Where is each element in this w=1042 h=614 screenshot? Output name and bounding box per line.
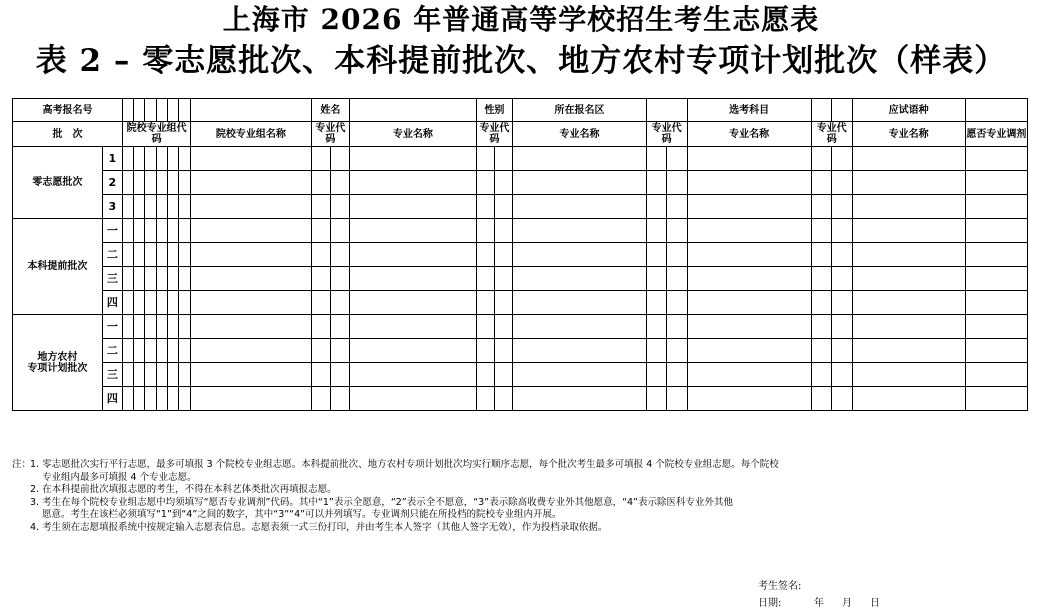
major-code-cell[interactable] bbox=[667, 267, 687, 291]
major-name-cell[interactable] bbox=[513, 363, 646, 387]
major-code-cell[interactable] bbox=[832, 219, 852, 243]
name-field[interactable] bbox=[350, 99, 476, 122]
major-name-cell[interactable] bbox=[350, 315, 476, 339]
date-line bbox=[758, 594, 880, 609]
group-code-digit[interactable] bbox=[134, 243, 145, 267]
group-code-digit[interactable] bbox=[123, 339, 134, 363]
major-code-cell[interactable] bbox=[811, 267, 831, 291]
note-item: 2. 在本科提前批次填报志愿的考生，不得在本科艺体类批次再填报志愿。 bbox=[30, 484, 337, 496]
major-name-cell[interactable] bbox=[852, 267, 965, 291]
volunteer-row bbox=[13, 243, 1028, 267]
major-code-cell[interactable] bbox=[811, 147, 831, 171]
major-code-cell[interactable] bbox=[311, 267, 330, 291]
major-code-cell[interactable] bbox=[476, 219, 494, 243]
adjust-header: 愿否专业调剂 bbox=[965, 122, 1027, 147]
major-code-cell[interactable] bbox=[330, 195, 349, 219]
note-item: 专业组内最多可填报 4 个专业志愿。 bbox=[42, 471, 197, 483]
major-name-cell[interactable] bbox=[852, 339, 965, 363]
major-name-cell[interactable] bbox=[513, 195, 646, 219]
group-code-digit[interactable] bbox=[179, 171, 191, 195]
group-code-digit[interactable] bbox=[167, 387, 178, 411]
major-code-cell[interactable] bbox=[667, 195, 687, 219]
major-code-cell[interactable] bbox=[811, 219, 831, 243]
group-code-digit[interactable] bbox=[134, 195, 145, 219]
major-code-header: 专业代码 bbox=[811, 122, 852, 147]
group-code-digit[interactable] bbox=[134, 363, 145, 387]
subject-field-1[interactable] bbox=[811, 99, 831, 122]
exam-number-digit[interactable] bbox=[156, 99, 167, 122]
major-name-cell[interactable] bbox=[852, 147, 965, 171]
district-field[interactable] bbox=[646, 99, 687, 122]
adjust-cell[interactable] bbox=[965, 315, 1027, 339]
major-code-cell[interactable] bbox=[476, 171, 494, 195]
major-name-cell[interactable] bbox=[852, 243, 965, 267]
major-code-cell[interactable] bbox=[667, 219, 687, 243]
major-name-cell[interactable] bbox=[350, 339, 476, 363]
major-name-cell[interactable] bbox=[513, 171, 646, 195]
group-code-digit[interactable] bbox=[179, 291, 191, 315]
major-name-cell[interactable] bbox=[852, 171, 965, 195]
exam-number-label: 高考报名号 bbox=[13, 99, 123, 122]
choice-index: 四 bbox=[102, 387, 122, 411]
group-code-digit[interactable] bbox=[179, 195, 191, 219]
major-name-cell[interactable] bbox=[513, 147, 646, 171]
group-code-digit[interactable] bbox=[156, 243, 167, 267]
group-code-digit[interactable] bbox=[167, 291, 178, 315]
major-code-cell[interactable] bbox=[330, 363, 349, 387]
group-code-digit[interactable] bbox=[145, 339, 156, 363]
exam-number-digit[interactable] bbox=[123, 99, 134, 122]
group-code-header: 院校专业组代码 bbox=[123, 122, 191, 147]
major-code-cell[interactable] bbox=[494, 315, 512, 339]
group-code-digit[interactable] bbox=[145, 171, 156, 195]
candidate-info-row bbox=[13, 99, 1028, 122]
major-name-cell[interactable] bbox=[687, 195, 811, 219]
group-code-digit[interactable] bbox=[123, 147, 134, 171]
notes-label: 注： bbox=[12, 459, 32, 470]
major-name-cell[interactable] bbox=[687, 171, 811, 195]
major-name-cell[interactable] bbox=[350, 291, 476, 315]
major-name-cell[interactable] bbox=[852, 219, 965, 243]
major-name-cell[interactable] bbox=[350, 387, 476, 411]
group-code-digit[interactable] bbox=[145, 387, 156, 411]
choice-index: 一 bbox=[102, 219, 122, 243]
group-code-digit[interactable] bbox=[134, 315, 145, 339]
note-item: 4. 考生须在志愿填报系统中按规定输入志愿表信息。志愿表须一式三份打印，并由考生本人签字（其他人签字无效），作为投档录取依据。 bbox=[30, 521, 608, 533]
group-code-digit[interactable] bbox=[145, 147, 156, 171]
major-code-cell[interactable] bbox=[494, 195, 512, 219]
notes-section bbox=[12, 459, 1028, 535]
district-label: 所在报名区 bbox=[513, 99, 646, 122]
major-code-cell[interactable] bbox=[811, 291, 831, 315]
group-name-cell[interactable] bbox=[191, 171, 311, 195]
exam-number-digit[interactable] bbox=[145, 99, 156, 122]
major-code-cell[interactable] bbox=[667, 387, 687, 411]
group-code-digit[interactable] bbox=[145, 267, 156, 291]
group-code-digit[interactable] bbox=[179, 315, 191, 339]
group-code-digit[interactable] bbox=[156, 267, 167, 291]
major-code-cell[interactable] bbox=[476, 243, 494, 267]
gender-label: 性别 bbox=[476, 99, 513, 122]
group-code-digit[interactable] bbox=[123, 363, 134, 387]
major-code-cell[interactable] bbox=[330, 291, 349, 315]
choice-index: 二 bbox=[102, 339, 122, 363]
group-code-digit[interactable] bbox=[156, 195, 167, 219]
note-item: 愿意。考生在该栏必须填写“1”到“4”之间的数字，其中“3”“4”可以并列填写。专业调剂只能在所投档的院校专业组内开展。 bbox=[42, 509, 562, 521]
major-code-cell[interactable] bbox=[646, 219, 666, 243]
major-code-cell[interactable] bbox=[494, 147, 512, 171]
major-name-cell[interactable] bbox=[687, 387, 811, 411]
major-code-cell[interactable] bbox=[646, 267, 666, 291]
signature-label: 考生签名: bbox=[758, 581, 802, 592]
major-code-cell[interactable] bbox=[494, 171, 512, 195]
group-code-digit[interactable] bbox=[179, 219, 191, 243]
group-code-digit[interactable] bbox=[156, 219, 167, 243]
volunteer-row bbox=[13, 195, 1028, 219]
major-code-cell[interactable] bbox=[667, 363, 687, 387]
group-code-digit[interactable] bbox=[167, 219, 178, 243]
month-label: 月 bbox=[842, 598, 852, 609]
major-code-cell[interactable] bbox=[476, 147, 494, 171]
major-code-cell[interactable] bbox=[832, 267, 852, 291]
group-code-digit[interactable] bbox=[179, 387, 191, 411]
major-code-cell[interactable] bbox=[646, 291, 666, 315]
major-code-cell[interactable] bbox=[494, 363, 512, 387]
major-name-cell[interactable] bbox=[513, 219, 646, 243]
major-name-cell[interactable] bbox=[350, 195, 476, 219]
choice-index: 1 bbox=[102, 147, 122, 171]
group-name-cell[interactable] bbox=[191, 363, 311, 387]
group-code-digit[interactable] bbox=[167, 315, 178, 339]
major-name-cell[interactable] bbox=[350, 267, 476, 291]
volunteer-row bbox=[13, 339, 1028, 363]
major-code-cell[interactable] bbox=[667, 339, 687, 363]
major-code-cell[interactable] bbox=[646, 147, 666, 171]
group-code-digit[interactable] bbox=[123, 387, 134, 411]
group-code-digit[interactable] bbox=[123, 171, 134, 195]
choice-index: 四 bbox=[102, 291, 122, 315]
group-code-digit[interactable] bbox=[145, 291, 156, 315]
group-code-digit[interactable] bbox=[156, 147, 167, 171]
major-code-cell[interactable] bbox=[811, 339, 831, 363]
major-code-cell[interactable] bbox=[311, 315, 330, 339]
major-code-cell[interactable] bbox=[494, 339, 512, 363]
group-name-cell[interactable] bbox=[191, 315, 311, 339]
group-code-digit[interactable] bbox=[134, 171, 145, 195]
major-code-cell[interactable] bbox=[476, 339, 494, 363]
major-code-cell[interactable] bbox=[476, 195, 494, 219]
group-name-cell[interactable] bbox=[191, 195, 311, 219]
group-code-digit[interactable] bbox=[179, 363, 191, 387]
major-name-cell[interactable] bbox=[852, 195, 965, 219]
group-code-digit[interactable] bbox=[134, 147, 145, 171]
major-code-cell[interactable] bbox=[811, 171, 831, 195]
column-header-row bbox=[13, 122, 1028, 147]
major-code-cell[interactable] bbox=[330, 315, 349, 339]
group-code-digit[interactable] bbox=[123, 315, 134, 339]
choice-index: 三 bbox=[102, 363, 122, 387]
major-code-cell[interactable] bbox=[494, 243, 512, 267]
major-code-cell[interactable] bbox=[832, 339, 852, 363]
choice-index: 3 bbox=[102, 195, 122, 219]
name-label: 姓名 bbox=[311, 99, 350, 122]
major-name-cell[interactable] bbox=[513, 243, 646, 267]
group-code-digit[interactable] bbox=[134, 339, 145, 363]
major-name-cell[interactable] bbox=[687, 267, 811, 291]
group-code-digit[interactable] bbox=[134, 219, 145, 243]
batch-header: 批 次 bbox=[13, 122, 123, 147]
major-code-cell[interactable] bbox=[330, 171, 349, 195]
major-name-cell[interactable] bbox=[687, 243, 811, 267]
major-code-cell[interactable] bbox=[330, 267, 349, 291]
major-name-cell[interactable] bbox=[687, 315, 811, 339]
group-code-digit[interactable] bbox=[123, 243, 134, 267]
subject-field-2[interactable] bbox=[832, 99, 852, 122]
major-name-header: 专业名称 bbox=[513, 122, 646, 147]
major-code-cell[interactable] bbox=[330, 147, 349, 171]
adjust-cell[interactable] bbox=[965, 147, 1027, 171]
major-code-cell[interactable] bbox=[311, 171, 330, 195]
major-code-cell[interactable] bbox=[667, 315, 687, 339]
adjust-cell[interactable] bbox=[965, 243, 1027, 267]
major-code-cell[interactable] bbox=[646, 363, 666, 387]
major-code-cell[interactable] bbox=[646, 195, 666, 219]
group-code-digit[interactable] bbox=[123, 291, 134, 315]
group-name-cell[interactable] bbox=[191, 387, 311, 411]
major-name-cell[interactable] bbox=[513, 315, 646, 339]
major-name-header: 专业名称 bbox=[687, 122, 811, 147]
major-code-cell[interactable] bbox=[667, 147, 687, 171]
group-code-digit[interactable] bbox=[145, 195, 156, 219]
major-code-cell[interactable] bbox=[311, 219, 330, 243]
batch-name: 本科提前批次 bbox=[13, 219, 103, 315]
group-code-digit[interactable] bbox=[145, 315, 156, 339]
group-code-digit[interactable] bbox=[167, 363, 178, 387]
volunteer-row bbox=[13, 291, 1028, 315]
major-code-cell[interactable] bbox=[832, 195, 852, 219]
major-code-cell[interactable] bbox=[646, 171, 666, 195]
major-code-header: 专业代码 bbox=[476, 122, 513, 147]
major-code-cell[interactable] bbox=[330, 339, 349, 363]
group-code-digit[interactable] bbox=[167, 243, 178, 267]
group-name-cell[interactable] bbox=[191, 291, 311, 315]
language-label: 应试语种 bbox=[852, 99, 965, 122]
major-code-cell[interactable] bbox=[311, 147, 330, 171]
major-name-cell[interactable] bbox=[350, 219, 476, 243]
group-code-digit[interactable] bbox=[123, 267, 134, 291]
group-code-digit[interactable] bbox=[134, 267, 145, 291]
choice-index: 二 bbox=[102, 243, 122, 267]
volunteer-form-table bbox=[12, 98, 1028, 411]
choice-index: 2 bbox=[102, 171, 122, 195]
group-name-cell[interactable] bbox=[191, 267, 311, 291]
choice-index: 三 bbox=[102, 267, 122, 291]
group-code-digit[interactable] bbox=[167, 147, 178, 171]
major-name-cell[interactable] bbox=[687, 219, 811, 243]
major-code-cell[interactable] bbox=[832, 171, 852, 195]
major-code-cell[interactable] bbox=[311, 387, 330, 411]
group-code-digit[interactable] bbox=[179, 339, 191, 363]
group-code-digit[interactable] bbox=[179, 147, 191, 171]
major-code-cell[interactable] bbox=[832, 243, 852, 267]
major-code-cell[interactable] bbox=[811, 243, 831, 267]
major-code-cell[interactable] bbox=[311, 291, 330, 315]
major-code-cell[interactable] bbox=[832, 315, 852, 339]
major-code-cell[interactable] bbox=[811, 315, 831, 339]
major-code-cell[interactable] bbox=[667, 243, 687, 267]
major-name-header: 专业名称 bbox=[852, 122, 965, 147]
group-code-digit[interactable] bbox=[134, 291, 145, 315]
major-code-cell[interactable] bbox=[476, 291, 494, 315]
major-name-cell[interactable] bbox=[852, 315, 965, 339]
group-code-digit[interactable] bbox=[167, 171, 178, 195]
major-name-cell[interactable] bbox=[350, 147, 476, 171]
group-code-digit[interactable] bbox=[145, 363, 156, 387]
adjust-cell[interactable] bbox=[965, 291, 1027, 315]
major-code-cell[interactable] bbox=[811, 387, 831, 411]
batch-name-line: 专项计划批次 bbox=[27, 362, 88, 374]
major-code-cell[interactable] bbox=[494, 267, 512, 291]
group-code-digit[interactable] bbox=[156, 363, 167, 387]
adjust-cell[interactable] bbox=[965, 387, 1027, 411]
volunteer-row bbox=[13, 363, 1028, 387]
group-code-digit[interactable] bbox=[123, 195, 134, 219]
major-name-cell[interactable] bbox=[687, 291, 811, 315]
major-code-cell[interactable] bbox=[646, 315, 666, 339]
exam-number-digit[interactable] bbox=[179, 99, 191, 122]
volunteer-row bbox=[13, 171, 1028, 195]
major-name-cell[interactable] bbox=[350, 243, 476, 267]
major-name-cell[interactable] bbox=[687, 363, 811, 387]
major-code-header: 专业代码 bbox=[646, 122, 687, 147]
major-name-header: 专业名称 bbox=[350, 122, 476, 147]
major-code-cell[interactable] bbox=[811, 363, 831, 387]
adjust-cell[interactable] bbox=[965, 267, 1027, 291]
major-code-cell[interactable] bbox=[832, 387, 852, 411]
group-code-digit[interactable] bbox=[134, 387, 145, 411]
major-code-cell[interactable] bbox=[667, 291, 687, 315]
major-name-cell[interactable] bbox=[513, 267, 646, 291]
major-code-cell[interactable] bbox=[811, 195, 831, 219]
day-label: 日 bbox=[870, 598, 880, 609]
group-code-digit[interactable] bbox=[167, 195, 178, 219]
group-name-cell[interactable] bbox=[191, 147, 311, 171]
volunteer-row bbox=[13, 219, 1028, 243]
choice-index: 一 bbox=[102, 315, 122, 339]
major-code-cell[interactable] bbox=[311, 195, 330, 219]
major-name-cell[interactable] bbox=[852, 387, 965, 411]
group-name-cell[interactable] bbox=[191, 219, 311, 243]
major-code-header: 专业代码 bbox=[311, 122, 350, 147]
major-name-cell[interactable] bbox=[350, 171, 476, 195]
major-code-cell[interactable] bbox=[311, 339, 330, 363]
major-code-cell[interactable] bbox=[667, 171, 687, 195]
exam-number-digits-continued[interactable] bbox=[191, 99, 311, 122]
group-code-digit[interactable] bbox=[145, 219, 156, 243]
adjust-cell[interactable] bbox=[965, 219, 1027, 243]
major-code-cell[interactable] bbox=[311, 363, 330, 387]
major-code-cell[interactable] bbox=[476, 267, 494, 291]
major-name-cell[interactable] bbox=[513, 291, 646, 315]
date-label: 日期: bbox=[758, 598, 782, 609]
major-name-cell[interactable] bbox=[513, 339, 646, 363]
note-item: 1. 零志愿批次实行平行志愿，最多可填报 3 个院校专业组志愿。本科提前批次、地方农村专项计划批次均实行顺序志愿，每个批次考生最多可填报 4 个院校专业组志愿。每个院校 bbox=[30, 459, 779, 470]
major-code-cell[interactable] bbox=[330, 243, 349, 267]
major-name-cell[interactable] bbox=[687, 339, 811, 363]
group-code-digit[interactable] bbox=[156, 291, 167, 315]
group-name-cell[interactable] bbox=[191, 339, 311, 363]
group-code-digit[interactable] bbox=[167, 267, 178, 291]
major-name-cell[interactable] bbox=[852, 291, 965, 315]
year-label: 年 bbox=[814, 598, 824, 609]
volunteer-row bbox=[13, 267, 1028, 291]
group-code-digit[interactable] bbox=[179, 267, 191, 291]
form-title: 上海市 2026 年普通高等学校招生考生志愿表 bbox=[222, 3, 820, 36]
note-item: 3. 考生在每个院校专业组志愿中均须填写“愿否专业调剂”代码。其中“1”表示全愿意，“2”表示全不愿意，“3”表示除高收费专业外其他愿意，“4”表示除医科专业外其他 bbox=[30, 496, 733, 508]
major-code-cell[interactable] bbox=[330, 219, 349, 243]
major-code-cell[interactable] bbox=[311, 243, 330, 267]
volunteer-row bbox=[13, 147, 1028, 171]
group-code-digit[interactable] bbox=[167, 339, 178, 363]
form-subtitle: 表 2 – 零志愿批次、本科提前批次、地方农村专项计划批次（样表） bbox=[35, 43, 1007, 79]
batch-name-line: 地方农村 bbox=[37, 351, 78, 363]
subjects-label: 选考科目 bbox=[687, 99, 811, 122]
major-code-cell[interactable] bbox=[832, 363, 852, 387]
adjust-cell[interactable] bbox=[965, 363, 1027, 387]
group-code-digit[interactable] bbox=[156, 171, 167, 195]
adjust-cell[interactable] bbox=[965, 339, 1027, 363]
major-code-cell[interactable] bbox=[494, 291, 512, 315]
major-code-cell[interactable] bbox=[330, 387, 349, 411]
major-code-cell[interactable] bbox=[832, 291, 852, 315]
major-name-cell[interactable] bbox=[350, 363, 476, 387]
major-name-cell[interactable] bbox=[852, 363, 965, 387]
group-code-digit[interactable] bbox=[156, 339, 167, 363]
exam-number-digit[interactable] bbox=[134, 99, 145, 122]
group-code-digit[interactable] bbox=[179, 243, 191, 267]
major-code-cell[interactable] bbox=[646, 339, 666, 363]
major-code-cell[interactable] bbox=[476, 315, 494, 339]
major-code-cell[interactable] bbox=[494, 219, 512, 243]
major-name-cell[interactable] bbox=[687, 147, 811, 171]
group-code-digit[interactable] bbox=[156, 387, 167, 411]
adjust-cell[interactable] bbox=[965, 195, 1027, 219]
major-code-cell[interactable] bbox=[646, 387, 666, 411]
group-name-header: 院校专业组名称 bbox=[191, 122, 311, 147]
major-code-cell[interactable] bbox=[476, 363, 494, 387]
group-code-digit[interactable] bbox=[123, 219, 134, 243]
major-code-cell[interactable] bbox=[646, 243, 666, 267]
batch-name: 零志愿批次 bbox=[13, 147, 103, 219]
major-code-cell[interactable] bbox=[494, 387, 512, 411]
adjust-cell[interactable] bbox=[965, 171, 1027, 195]
group-code-digit[interactable] bbox=[156, 315, 167, 339]
language-field[interactable] bbox=[965, 99, 1027, 122]
major-code-cell[interactable] bbox=[832, 147, 852, 171]
group-name-cell[interactable] bbox=[191, 243, 311, 267]
major-code-cell[interactable] bbox=[476, 387, 494, 411]
volunteer-row bbox=[13, 315, 1028, 339]
batch-name bbox=[13, 315, 103, 411]
major-name-cell[interactable] bbox=[513, 387, 646, 411]
volunteer-row bbox=[13, 387, 1028, 411]
group-code-digit[interactable] bbox=[145, 243, 156, 267]
exam-number-digit[interactable] bbox=[167, 99, 178, 122]
